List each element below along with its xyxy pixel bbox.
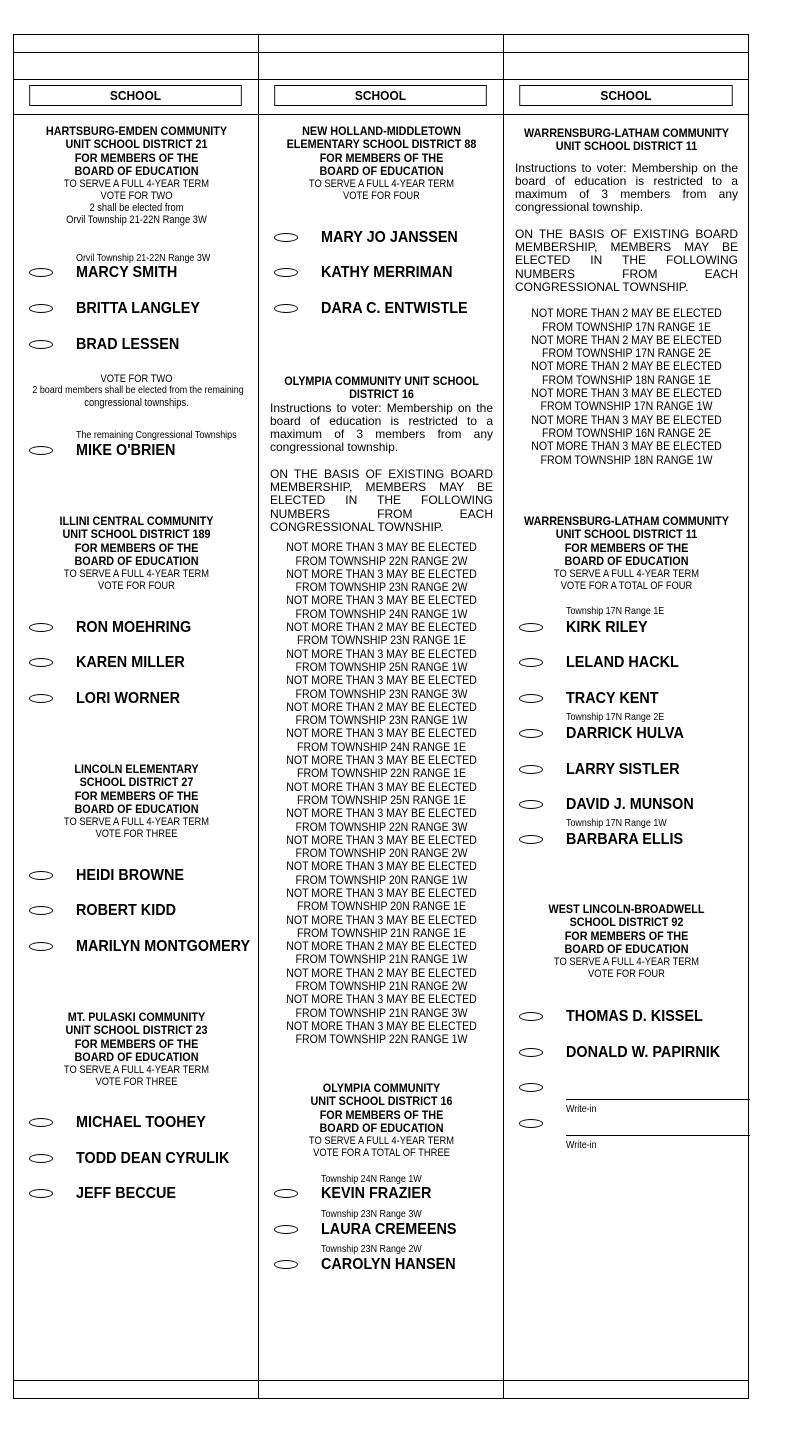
township-label: Township 17N Range 2E [566,711,665,723]
race-title-line: BOARD OF EDUCATION [74,801,199,816]
race-title-line: ILLINI CENTRAL COMMUNITY [59,514,214,528]
candidate[interactable] [504,689,749,709]
race-title [271,375,492,402]
write-in-label: Write-in [566,1103,597,1115]
race-title-line: UNIT SCHOOL DISTRICT 11 [555,527,698,542]
race-title-line: FOR MEMBERS OF THE [564,928,689,943]
vote-oval[interactable] [29,340,53,349]
township-limit-line: FROM TOWNSHIP 23N RANGE 3W [295,686,468,701]
race-note: Orvil Township 21-22N Range 3W [66,214,207,227]
race-title [271,1082,492,1135]
township-limit-line: FROM TOWNSHIP 17N RANGE 1E [541,319,711,334]
candidate-name: BARBARA ELLIS [566,831,684,848]
candidate-name: CAROLYN HANSEN [321,1256,456,1273]
basis-statement [259,468,504,534]
column-header: SCHOOL [519,85,732,106]
race-title [26,125,247,178]
township-limit-line: NOT MORE THAN 3 MAY BE ELECTED [286,912,477,927]
candidate-name: LAURA CREMEENS [321,1221,457,1238]
township-limit-line: FROM TOWNSHIP 20N RANGE 2W [295,846,468,861]
grid-line [13,52,749,53]
write-in-input[interactable] [566,1135,750,1136]
township-limits [274,541,490,1046]
race-vote-for: VOTE FOR FOUR [98,580,175,593]
township-limit-line: NOT MORE THAN 3 MAY BE ELECTED [286,593,477,608]
grid-line [13,34,749,35]
race-title-line: WARRENSBURG-LATHAM COMMUNITY [523,126,729,140]
race-title [26,1011,247,1064]
township-limit-line: FROM TOWNSHIP 22N RANGE 2W [295,553,468,568]
vote-oval[interactable] [274,1260,298,1269]
candidate-name: DONALD W. PAPIRNIK [566,1044,721,1061]
candidate[interactable] [14,689,259,709]
race-note: 2 shall be elected from [89,202,184,215]
candidate-name: TODD DEAN CYRULIK [76,1150,230,1167]
candidate[interactable] [259,1255,504,1275]
race-title-line: OLYMPIA COMMUNITY UNIT SCHOOL [284,374,479,388]
race-title-line: FOR MEMBERS OF THE [319,150,444,165]
candidate-name: DAVID J. MUNSON [566,796,694,813]
vote-oval[interactable] [519,1119,543,1128]
race-vote-for: VOTE FOR FOUR [588,968,665,981]
vote-oval[interactable] [519,1012,543,1021]
candidate[interactable] [14,1113,259,1133]
candidate-name: JEFF BECCUE [76,1185,177,1202]
vote-oval[interactable] [274,1189,298,1198]
candidate[interactable] [259,263,504,283]
candidate-name: KAREN MILLER [76,654,185,671]
instructions-text: Instructions to voter: Membership on the board of education is restricted to a maximum of 3 members from any congressional township. [270,400,493,455]
township-limit-line: NOT MORE THAN 3 MAY BE ELECTED [286,726,477,741]
candidate[interactable] [14,866,259,886]
race-title-line: FOR MEMBERS OF THE [564,540,689,555]
race-vote-for: VOTE FOR THREE [95,1076,178,1089]
candidate-name: ROBERT KIDD [76,902,176,919]
write-in-candidate[interactable] [504,1114,749,1134]
vote-oval[interactable] [274,304,298,313]
candidate[interactable] [14,263,259,283]
race-title [516,515,737,568]
vote-oval[interactable] [519,1048,543,1057]
township-limit-line: NOT MORE THAN 3 MAY BE ELECTED [286,540,477,555]
vote-oval[interactable] [29,446,53,455]
race-title-line: UNIT SCHOOL DISTRICT 189 [62,527,211,542]
candidate-name: KIRK RILEY [566,619,648,636]
basis-statement [504,228,749,294]
township-limit-line: NOT MORE THAN 3 MAY BE ELECTED [531,412,722,427]
column-header: SCHOOL [29,85,242,106]
township-label: The remaining Congressional Townships [76,429,237,441]
instructions-text: Instructions to voter: Membership on the board of education is restricted to a maximum of 3 members from any congressional township. [515,160,738,215]
township-label: Orvil Township 21-22N Range 3W [76,252,211,264]
race-term: TO SERVE A FULL 4-YEAR TERM [553,568,700,581]
race-title-line: FOR MEMBERS OF THE [74,540,199,555]
candidate-name: RON MOEHRING [76,619,192,636]
township-limit-line: NOT MORE THAN 3 MAY BE ELECTED [286,753,477,768]
candidate[interactable] [14,653,259,673]
township-limit-line: FROM TOWNSHIP 18N RANGE 1E [541,372,711,387]
vote-oval[interactable] [29,304,53,313]
township-limit-line: FROM TOWNSHIP 17N RANGE 1W [540,399,713,414]
race-warrensburg-instructions [504,127,749,467]
race-term: TO SERVE A FULL 4-YEAR TERM [308,178,455,191]
race-title-line: BOARD OF EDUCATION [564,553,689,568]
township-label: Township 23N Range 3W [321,1208,422,1220]
township-label: Township 24N Range 1W [321,1173,422,1185]
write-in-candidate[interactable] [504,1078,749,1098]
race-title-line: UNIT SCHOOL DISTRICT 16 [310,1094,453,1109]
race-title-line: FOR MEMBERS OF THE [319,1107,444,1122]
race-title-line: BOARD OF EDUCATION [319,1120,444,1135]
township-limit-line: FROM TOWNSHIP 16N RANGE 2E [541,425,711,440]
township-limit-line: NOT MORE THAN 3 MAY BE ELECTED [286,885,477,900]
race-title-line: FOR MEMBERS OF THE [74,150,199,165]
grid-line [13,1398,749,1399]
vote-oval[interactable] [519,694,543,703]
race-title-line: SCHOOL DISTRICT 92 [569,915,684,930]
candidate-name: MIKE O'BRIEN [76,442,176,459]
township-label: Township 17N Range 1W [566,817,667,829]
candidate[interactable] [504,618,749,638]
race-new-holland-middletown [259,125,504,202]
race-title-line: BOARD OF EDUCATION [74,163,199,178]
candidate[interactable] [259,228,504,248]
township-limit-line: NOT MORE THAN 3 MAY BE ELECTED [286,806,477,821]
candidate-name: MARY JO JANSSEN [321,229,458,246]
candidate[interactable] [504,724,749,744]
race-title-line: BOARD OF EDUCATION [319,163,444,178]
township-limit-line: FROM TOWNSHIP 23N RANGE 2W [295,580,468,595]
candidate[interactable] [504,1043,749,1063]
candidate-name: KEVIN FRAZIER [321,1185,432,1202]
candidate-name: MICHAEL TOOHEY [76,1114,206,1131]
vote-oval[interactable] [519,835,543,844]
township-limit-line: NOT MORE THAN 3 MAY BE ELECTED [286,646,477,661]
basis-text: ON THE BASIS OF EXISTING BOARD MEMBERSHIP, MEMBERS MAY BE ELECTED IN THE FOLLOWING NUMBERS FROM EACH CONGRESSIONAL TOWNSHIP. [270,466,493,534]
candidate-name: LORI WORNER [76,690,180,707]
township-limit-line: NOT MORE THAN 2 MAY BE ELECTED [531,332,722,347]
township-label: Township 23N Range 2W [321,1243,422,1255]
grid-line [13,79,749,80]
race-term: TO SERVE A FULL 4-YEAR TERM [63,568,210,581]
race-vote-for: VOTE FOR A TOTAL OF FOUR [560,580,693,593]
township-limit-line: FROM TOWNSHIP 22N RANGE 1E [296,766,466,781]
candidate[interactable] [504,830,749,850]
township-limit-line: NOT MORE THAN 3 MAY BE ELECTED [286,859,477,874]
vote-oval[interactable] [519,765,543,774]
township-limit-line: FROM TOWNSHIP 24N RANGE 1E [296,739,466,754]
race-title [271,125,492,178]
race-title-line: BOARD OF EDUCATION [564,941,689,956]
township-limit-line: FROM TOWNSHIP 25N RANGE 1E [296,792,466,807]
grid-line [13,114,749,115]
candidate[interactable] [14,937,259,957]
race-warrensburg-board [504,515,749,592]
candidate[interactable] [259,1220,504,1240]
vote-oval[interactable] [29,658,53,667]
race-title-line: FOR MEMBERS OF THE [74,1036,199,1051]
write-in-label: Write-in [566,1139,597,1151]
vote-oval[interactable] [29,1154,53,1163]
candidate[interactable] [504,653,749,673]
candidate[interactable] [14,441,259,461]
race-term: TO SERVE A FULL 4-YEAR TERM [63,1064,210,1077]
race-title-line: UNIT SCHOOL DISTRICT 21 [65,137,208,152]
race-title [26,763,247,816]
township-limit-line: NOT MORE THAN 3 MAY BE ELECTED [286,566,477,581]
race-title-line: UNIT SCHOOL DISTRICT 23 [65,1023,208,1038]
race-title-line: DISTRICT 16 [349,387,414,402]
candidate[interactable] [14,618,259,638]
race-title-line: SCHOOL DISTRICT 27 [79,775,194,790]
grid-line [13,1380,749,1381]
race-west-lincoln-broadwell [504,903,749,980]
race-lincoln-elementary [14,763,259,840]
vote-oval[interactable] [29,871,53,880]
voter-instructions [504,162,749,215]
vote-oval[interactable] [274,233,298,242]
vote-oval[interactable] [274,1225,298,1234]
race-term: TO SERVE A FULL 4-YEAR TERM [63,816,210,829]
township-limit-line: NOT MORE THAN 3 MAY BE ELECTED [286,779,477,794]
race-title-line: WARRENSBURG-LATHAM COMMUNITY [523,514,729,528]
race-title-line: BOARD OF EDUCATION [74,553,199,568]
race-title-line: FOR MEMBERS OF THE [74,788,199,803]
column-header: SCHOOL [274,85,487,106]
race-title-line: NEW HOLLAND-MIDDLETOWN [302,124,461,138]
candidate-name: TRACY KENT [566,690,659,707]
township-limit-line: FROM TOWNSHIP 22N RANGE 1W [295,1032,468,1047]
race-title [516,903,737,956]
candidate[interactable] [504,760,749,780]
township-limit-line: NOT MORE THAN 3 MAY BE ELECTED [531,386,722,401]
race-subsection [14,373,259,409]
township-limit-line: NOT MORE THAN 3 MAY BE ELECTED [531,439,722,454]
township-limit-line: NOT MORE THAN 2 MAY BE ELECTED [531,359,722,374]
candidate-name: DARA C. ENTWISTLE [321,300,468,317]
township-limit-line: NOT MORE THAN 3 MAY BE ELECTED [286,832,477,847]
race-title-line: LINCOLN ELEMENTARY [74,762,199,776]
township-limit-line: NOT MORE THAN 2 MAY BE ELECTED [286,620,477,635]
township-limit-line: FROM TOWNSHIP 23N RANGE 1E [296,633,466,648]
race-illini-central [14,515,259,592]
vote-oval[interactable] [29,1118,53,1127]
candidate[interactable] [14,1149,259,1169]
vote-oval[interactable] [29,906,53,915]
candidate[interactable] [259,299,504,319]
race-term: TO SERVE A FULL 4-YEAR TERM [63,178,210,191]
race-title-line: WEST LINCOLN-BROADWELL [548,902,705,916]
vote-oval[interactable] [29,1189,53,1198]
township-limit-line: FROM TOWNSHIP 21N RANGE 1W [295,952,468,967]
vote-oval[interactable] [519,729,543,738]
candidate-name: BRAD LESSEN [76,336,180,353]
township-limit-line: NOT MORE THAN 2 MAY BE ELECTED [286,939,477,954]
race-term: TO SERVE A FULL 4-YEAR TERM [308,1135,455,1148]
township-limits [519,307,735,467]
township-limit-line: NOT MORE THAN 3 MAY BE ELECTED [286,1018,477,1033]
township-limit-line: NOT MORE THAN 3 MAY BE ELECTED [286,992,477,1007]
candidate[interactable] [14,299,259,319]
candidate-name: MARILYN MONTGOMERY [76,938,251,955]
township-limit-line: NOT MORE THAN 2 MAY BE ELECTED [531,306,722,321]
write-in-input[interactable] [566,1099,750,1100]
race-title-line: MT. PULASKI COMMUNITY [67,1010,206,1024]
vote-oval[interactable] [519,623,543,632]
township-limit-line: NOT MORE THAN 2 MAY BE ELECTED [286,965,477,980]
vote-oval[interactable] [29,942,53,951]
candidate-name: HEIDI BROWNE [76,867,184,884]
race-olympia-instructions [259,375,504,1047]
candidate-name: LELAND HACKL [566,654,679,671]
race-title-line: BOARD OF EDUCATION [74,1049,199,1064]
township-limit-line: FROM TOWNSHIP 20N RANGE 1W [295,872,468,887]
race-vote-for: VOTE FOR A TOTAL OF THREE [313,1147,450,1160]
race-title-line: UNIT SCHOOL DISTRICT 11 [555,139,698,154]
vote-oval[interactable] [519,658,543,667]
candidate[interactable] [504,795,749,815]
township-limit-line: NOT MORE THAN 2 MAY BE ELECTED [286,699,477,714]
candidate[interactable] [504,1007,749,1027]
township-limit-line: FROM TOWNSHIP 21N RANGE 2W [295,979,468,994]
township-limit-line: FROM TOWNSHIP 21N RANGE 1E [296,925,466,940]
race-title-line: ELEMENTARY SCHOOL DISTRICT 88 [286,137,477,152]
township-limit-line: FROM TOWNSHIP 18N RANGE 1W [540,452,713,467]
candidate-name: BRITTA LANGLEY [76,300,200,317]
race-term: TO SERVE A FULL 4-YEAR TERM [553,956,700,969]
candidate-name: KATHY MERRIMAN [321,264,453,281]
candidate-name: MARCY SMITH [76,264,178,281]
race-note: congressional townships. [84,396,189,409]
township-limit-line: NOT MORE THAN 3 MAY BE ELECTED [286,673,477,688]
basis-text: ON THE BASIS OF EXISTING BOARD MEMBERSHIP, MEMBERS MAY BE ELECTED IN THE FOLLOWING NUMBERS FROM EACH CONGRESSIONAL TOWNSHIP. [515,226,738,294]
vote-oval[interactable] [274,268,298,277]
candidate-name: DARRICK HULVA [566,725,684,742]
township-limit-line: FROM TOWNSHIP 21N RANGE 3W [295,1005,468,1020]
township-label: Township 17N Range 1E [566,605,665,617]
township-limit-line: FROM TOWNSHIP 22N RANGE 3W [295,819,468,834]
race-vote-for: VOTE FOR THREE [95,828,178,841]
vote-oval[interactable] [29,268,53,277]
race-title-line: OLYMPIA COMMUNITY [322,1081,441,1095]
candidate[interactable] [14,1184,259,1204]
candidate[interactable] [14,901,259,921]
vote-oval[interactable] [29,623,53,632]
race-note: 2 board members shall be elected from the remaining [32,384,244,396]
township-limit-line: FROM TOWNSHIP 25N RANGE 1W [295,659,468,674]
vote-oval[interactable] [519,800,543,809]
township-limit-line: FROM TOWNSHIP 20N RANGE 1E [296,899,466,914]
vote-oval[interactable] [519,1083,543,1092]
race-olympia-board [259,1082,504,1159]
vote-oval[interactable] [29,694,53,703]
township-limit-line: FROM TOWNSHIP 17N RANGE 2E [541,346,711,361]
candidate-name: THOMAS D. KISSEL [566,1008,703,1025]
race-title [516,127,737,154]
candidate[interactable] [14,335,259,355]
race-mt-pulaski [14,1011,259,1088]
candidate-name: LARRY SISTLER [566,761,680,778]
race-hartsburg-emden [14,125,259,226]
candidate[interactable] [259,1184,504,1204]
township-limit-line: FROM TOWNSHIP 24N RANGE 1W [295,606,468,621]
race-vote-for: VOTE FOR FOUR [343,190,420,203]
race-title-line: HARTSBURG-EMDEN COMMUNITY [45,124,228,138]
township-limit-line: FROM TOWNSHIP 23N RANGE 1W [295,713,468,728]
race-vote-for: VOTE FOR TWO [100,373,173,385]
race-vote-for: VOTE FOR TWO [100,190,173,203]
voter-instructions [259,402,504,455]
race-title [26,515,247,568]
